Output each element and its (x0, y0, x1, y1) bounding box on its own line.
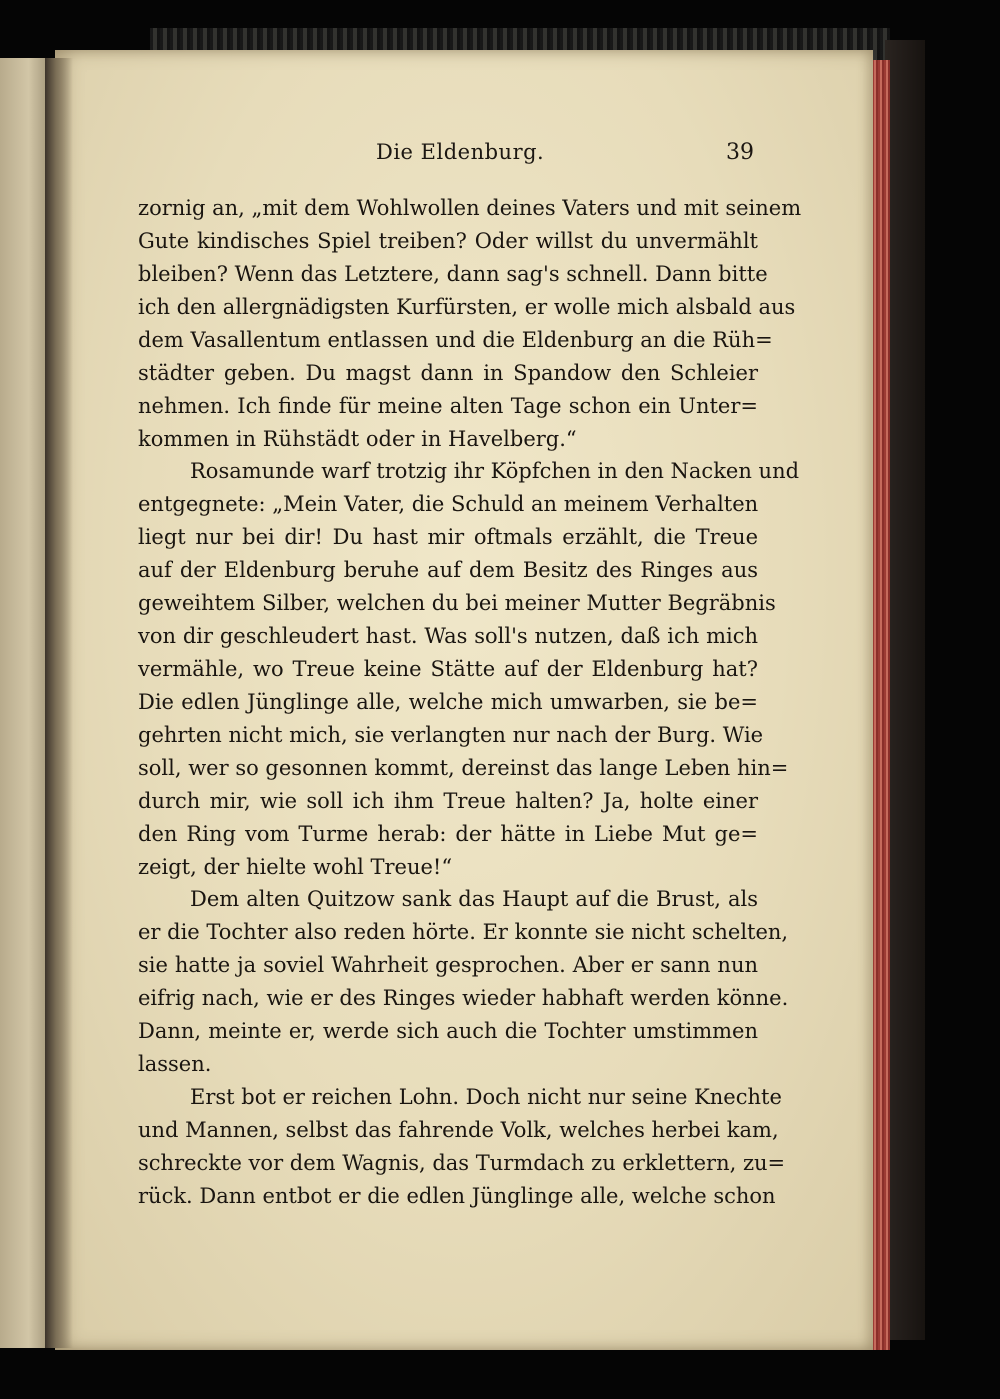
text-line: und Mannen, selbst das fahrende Volk, welches herbei kam, (138, 1118, 779, 1142)
text-line: er die Tochter also reden hörte. Er konnte sie nicht schelten, (138, 920, 789, 944)
text-line: nehmen. Ich finde für meine alten Tage schon ein Unter= (138, 394, 758, 418)
text-line: geweihtem Silber, welchen du bei meiner Mutter Begräbnis (138, 591, 776, 615)
text-line: Rosamunde warf trotzig ihr Köpfchen in den Nacken und (190, 459, 800, 483)
text-line: lassen. (138, 1052, 212, 1076)
text-line: eifrig nach, wie er des Ringes wieder habhaft werden könne. (138, 986, 789, 1010)
running-head: Die Eldenburg. (376, 140, 545, 164)
book-cover-edge (885, 40, 925, 1340)
text-line: liegt nur bei dir! Du hast mir oftmals erzählt, die Treue (138, 525, 758, 549)
text-line: sie hatte ja soviel Wahrheit gesprochen. Aber er sann nun (138, 953, 758, 977)
text-line: Gute kindisches Spiel treiben? Oder willst du unvermählt (138, 229, 758, 253)
text-line: Dem alten Quitzow sank das Haupt auf die Brust, als (190, 887, 758, 911)
text-line: vermähle, wo Treue keine Stätte auf der Eldenburg hat? (138, 657, 758, 681)
text-line: dem Vasallentum entlassen und die Eldenburg an die Rüh= (138, 328, 773, 352)
text-line: rück. Dann entbot er die edlen Jünglinge alle, welche schon (138, 1184, 776, 1208)
text-line: zeigt, der hielte wohl Treue!“ (138, 855, 453, 879)
book-gutter (45, 58, 73, 1348)
text-line: gehrten nicht mich, sie verlangten nur nach der Burg. Wie (138, 723, 764, 747)
page-number: 39 (726, 140, 754, 165)
text-line: Erst bot er reichen Lohn. Doch nicht nur seine Knechte (190, 1085, 782, 1109)
text-line: den Ring vom Turme herab: der hätte in Liebe Mut ge= (138, 822, 758, 846)
text-line: bleiben? Wenn das Letztere, dann sag's schnell. Dann bitte (138, 262, 768, 286)
text-line: Die edlen Jünglinge alle, welche mich umwarben, sie be= (138, 690, 758, 714)
text-line: Dann, meinte er, werde sich auch die Tochter umstimmen (138, 1019, 758, 1043)
text-line: schreckte vor dem Wagnis, das Turmdach zu erklettern, zu= (138, 1151, 786, 1175)
text-line: städter geben. Du magst dann in Spandow den Schleier (138, 361, 758, 385)
text-line: von dir geschleudert hast. Was soll's nutzen, daß ich mich (138, 624, 758, 648)
text-line: zornig an, „mit dem Wohlwollen deines Vaters und mit seinem (138, 196, 802, 220)
text-line: entgegnete: „Mein Vater, die Schuld an meinem Verhalten (138, 492, 759, 516)
text-line: ich den allergnädigsten Kurfürsten, er wolle mich alsbald aus (138, 295, 796, 319)
text-line: soll, wer so gesonnen kommt, dereinst das lange Leben hin= (138, 756, 789, 780)
text-line: durch mir, wie soll ich ihm Treue halten? Ja, holte einer (138, 789, 758, 813)
text-line: kommen in Rühstädt oder in Havelberg.“ (138, 427, 577, 451)
text-line: auf der Eldenburg beruhe auf dem Besitz des Ringes aus (138, 558, 758, 582)
